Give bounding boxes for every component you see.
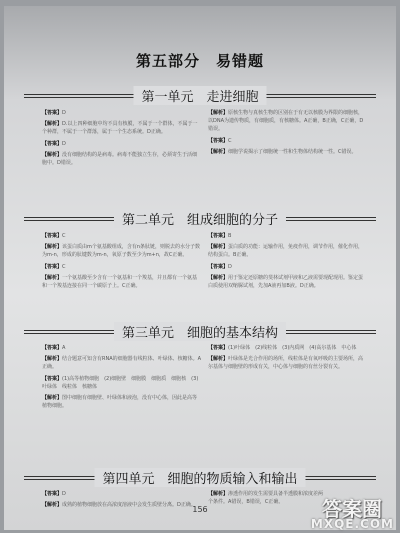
answer-block: 【答案】B [208, 233, 232, 239]
answer-block: 【答案】(1)高等植物细胞 (2)细胞壁 细胞膜 细胞质 细胞核 (3)叶绿体 线粒体 核糖体 [42, 375, 199, 390]
answer-block: 【答案】D [42, 110, 66, 116]
analysis-block: 【解析】渗透作用的发生需要具备半透膜和浓度差两个条件。A错误，B错误，C正确。 [208, 491, 324, 506]
unit-3-header [24, 322, 376, 342]
analysis-block: 【解析】该蛋白质由m个氨基酸组成，含有n条肽链，则脱去的水分子数为m-n，形成的肽键数为m-n，氧原子数至少为m+n，故C正确。 [42, 244, 201, 259]
answer-block: 【答案】D [208, 263, 232, 270]
unit-1-left-column [42, 109, 202, 207]
answer-block: 【答案】C [42, 233, 66, 239]
analysis-block: 【解析】原核生物与真核生物的区别在于有无以核膜为界限的细胞核，以DNA为遗传物质，有细胞质，有核糖体。A正确，B正确，C正确，D错误。 [208, 110, 364, 133]
unit-3-title: 第三单元 细胞的基本结构 [114, 322, 286, 341]
analysis-block: 【解析】蛋白质的功能：运输作用，免疫作用，调节作用，催化作用，结构蛋白。B正确。 [208, 244, 364, 259]
unit-3-left-column [42, 344, 202, 462]
unit-2-title: 第二单元 组成细胞的分子 [114, 209, 286, 228]
answer-block: 【答案】D [42, 491, 66, 497]
analysis-block: 【解析】用于鉴定还原糖的斐林试剂甲液和乙液需要现配现用。鉴定蛋白质使用双缩脲试剂，先加A液再加B液。D正确。 [208, 274, 364, 290]
unit-1-title: 第一单元 走进细胞 [133, 86, 266, 105]
part-title: 第五部分 易错题 [135, 52, 264, 70]
analysis-block: 【解析】一个氨基酸至少含有一个氨基和一个羧基，并且都有一个氨基和一个羧基连接在同一个碳原子上。C正确。 [42, 274, 198, 290]
watermark-logo: 答案圈 [322, 497, 382, 521]
analysis-block: 【解析】D.以上四种细胞中均不具有核膜，不属于一个群体，不属于一个种群，不属于一个群落，属于一个生态系统。D正确。 [42, 121, 198, 136]
unit-1-right-column [208, 109, 368, 207]
watermark-url: MXQE.COM [310, 517, 394, 531]
analysis-block: 【解析】图中细胞有细胞壁、叶绿体和液泡，没有中心体，因此是高等植物细胞。 [42, 395, 198, 410]
unit-1-header [24, 86, 376, 106]
answer-block: 【答案】C [208, 137, 232, 144]
analysis-block: 【解析】没有细胞结构的是病毒。病毒不能独立生存，必须寄生于活细胞中。D错误。 [42, 151, 198, 167]
analysis-block: 【解析】结合题意可知含有RNA的细胞器有线粒体、叶绿体、核糖体。A正确。 [42, 356, 202, 371]
answer-block: 【答案】A [42, 345, 66, 351]
unit-2-header [24, 209, 376, 229]
answer-block: 【答案】D [42, 140, 66, 147]
page-number: 156 [192, 505, 208, 514]
unit-3-right-column [208, 344, 368, 462]
answer-block: 【答案】C [42, 263, 66, 270]
unit-4-title: 第四单元 细胞的物质输入和输出 [94, 468, 305, 487]
textbook-page [4, 6, 396, 530]
unit-4-header [24, 468, 376, 488]
answer-block: 【答案】(1)叶绿体 (2)线粒体 (3)内质网 (4)高尔基体 中心体 [208, 345, 357, 351]
analysis-block: 【解析】成熟的植物细胞放在高浓度溶液中会发生质壁分离。D正确。 [42, 502, 196, 509]
analysis-block: 【解析】细胞学说揭示了细胞统一性和生物体结构统一性。C错误。 [208, 148, 357, 155]
analysis-block: 【解析】叶绿体是光合作用的场所，线粒体是有氧呼吸的主要场所，高尔基体与细胞壁的形成有关，中心体与细胞的有丝分裂有关。 [208, 356, 364, 371]
